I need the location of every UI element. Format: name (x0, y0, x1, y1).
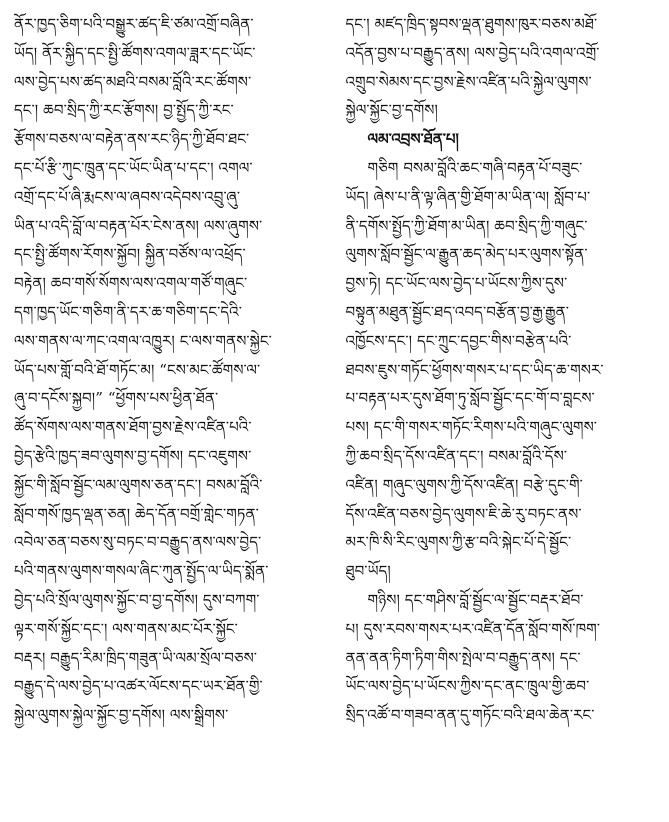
text-line: ཐབས་ཇུས་གཏོང་ཕྱོགས་གསར་པ་དང་ཡིད་ཆ་གསར་ (345, 360, 604, 379)
text-line: བརྒྱུད་དེ་ལས་བྱེད་པ་འཚར་ལོངས་དང་ཡར་ཐོན་གྱི་ (14, 677, 263, 696)
text-line: ཡོད་པས་གློ་བའི་ཐོ་གཏོང་མ། “ངས་མང་ཚོགས་ལ་ (14, 360, 261, 379)
text-line: དང་པོ་རྩི་ཀུང་ཁྲུན་དང་ཡོང་ཡིན་པ་དང་། འགལ་ (14, 158, 253, 177)
text-line: ཚོད་སོགས་ལས་གནས་ཐོག་བྱས་རྗེས་འཛིན་པའི་ (14, 418, 252, 437)
text-line: ལྟར་གསོ་སྐྱོང་དང་། ལས་གནས་མང་པོར་སྐྱོང་ (14, 619, 238, 638)
text-line: ཐུབ་ཡོད། (345, 562, 391, 581)
text-line: སློབ་གསོ་ཁྱད་ལྡན་ཅན། ཆེད་དོན་བགྲོ་གླེང་གཏན་ (14, 504, 259, 523)
text-line: འབེལ་ཅན་བཅས་སུ་བཏང་བ་བརྒྱུད་ནས་ལས་བྱེད་ (14, 533, 262, 552)
text-line: སྐྱེལ་ལུགས་སྐྱེལ་སྐྱོང་བྱ་དགོས། ལས་སྒྲིགས་ (14, 706, 229, 725)
text-line: བསྟུན་མཐུན་སྦྱོང་ཐད་འབད་བརྩོན་བྱ་རྒྱ་རྒྱུན་ (345, 302, 569, 321)
text-line: ནི་དགོས་སྤྱོད་ཀྱི་ཐོག་མ་ཡིན། ཆབ་སྲིད་ཀྱི་གཞུང་ (345, 216, 588, 235)
text-line: བྱེད་རྩེའི་ཁྱད་ཟབ་ལུགས་བྱ་དགོས། དང་འཇུགས་ (14, 446, 252, 465)
text-line: ལུགས་སློབ་སྦྱོང་ལ་རྒྱུན་ཆད་མེད་པར་ལུགས་སྟོན་ (345, 245, 588, 264)
text-line: དང་། མཛད་ཁྲིད་སྟབས་ལྡན་ཐུགས་ཁུར་བཅས་མཐོ་ (345, 15, 598, 33)
text-line: སྐྱེལ་སྐྱོང་བྱ་དགོས། (345, 101, 438, 120)
text-line: དག་ཁྱད་ཡོང་གཅིག་ནི་དར་ཆ་གཅིག་དང་དེའི་ (14, 302, 242, 321)
text-line: ཡིན་པ་འདི་བློ་ལ་བརྟན་པོར་ངེས་ནས། ལས་ཞུགས་ (14, 216, 263, 235)
text-line: ནོར་ཁྱད་ཅིག་པའི་བསྒྱུར་ཚད་ཇི་ཙམ་འགྲོ་བཞིན་ (14, 15, 254, 33)
text-line: པས། དང་གི་གསར་གཏོང་རིགས་པའི་གཞུང་ལུགས་ (345, 418, 598, 437)
text-line: བྱེད་པའི་སྲོལ་ལུགས་སྐྱོང་བ་བྱ་དགོས། དུས་བཀག་ (14, 590, 260, 609)
text-line: ཀྱི་ཆབ་སྲིད་དོས་འཛིན་དང་། བསམ་བློའི་དོས་ (345, 446, 568, 465)
right-column (346, 10, 656, 822)
text-line: རྩོགས་བཅས་ལ་བརྟེན་ནས་རང་ཉིད་ཀྱི་ཐོབ་ཐང་ (14, 130, 250, 149)
paragraph-start-line: གཉིས། དང་གཤིས་བློ་སྦྱོང་ལ་སྦྱོང་བརྡར་ཐོབ་ (367, 590, 584, 609)
text-line: པ་བརྟན་པར་དུས་ཐོག་ཏུ་སློབ་སྦྱོང་དང་གོ་བ་བླངས་ (345, 389, 595, 408)
text-line: བརྟེན། ཆབ་གསོ་སོགས་ལས་འགལ་གཙོ་གཞུང་ (14, 274, 248, 293)
text-line: པ། དུས་རབས་གསར་པར་འཛིན་དོན་སློབ་གསོ་ཁག་ (345, 619, 601, 638)
text-line: བརྡར། བརྒྱུད་རིམ་ཁྲིད་གཟུན་ཡི་ལམ་སྲོལ་བཅས་ (14, 648, 258, 667)
text-line: བྱས་ཏེ། དང་ཡོང་ལས་བྱེད་པ་ཡོངས་ཀྱིས་དུས་ (345, 274, 568, 293)
text-line: ཡོད། ནོར་སྐྱིད་དང་སྤྱི་ཚོགས་འགལ་ཟླར་དང་ཡོང་ (14, 43, 256, 62)
text-line: འགྲུབ་སེམས་དང་བྱས་རྗེས་འཛིན་པའི་སྐྱེལ་ལུགས་ (345, 72, 592, 91)
text-line: འགྲོ་དང་པོ་ཞི་རྨངས་ལ་ཞབས་འདེབས་འབྲུ་ཞུ་ (14, 187, 241, 206)
text-line: མར་ཁི་སི་རིང་ལུགས་ཀྱི་རྩ་བའི་སྐེང་པོ་དེ་སྦྱོང་ (345, 533, 572, 552)
text-line: དང་སྤྱི་ཚོགས་རོགས་སྐྱོབ། སྐྱིན་བཙོས་ལ་འཕྲོད་ (14, 245, 246, 264)
text-line: པའི་གནས་ལུགས་གསལ་ཞིང་ཀུན་སྤྱོད་ལ་ཡིད་སྨོན་ (14, 562, 269, 581)
left-column (14, 10, 324, 822)
text-line: འཁྱོངས་དང་། དང་ཀྲུང་དབྱང་གིས་བརྩེན་པའི་ (345, 331, 572, 350)
paragraph-start-line: གཅིག བསམ་བློའི་ཆང་གཞི་བརྟན་པོ་བཟུང་ (367, 158, 583, 177)
text-line: འཛིན། གཞུང་ལུགས་ཀྱི་དོས་འཛིན། བརྩེ་དུང་གི་ (345, 475, 583, 494)
text-line: སྲིད་འཚོ་བ་གཟབ་ནན་དུ་གཏོང་བའི་ཐལ་ཆེན་རང་ (345, 706, 595, 725)
text-line: འདོན་བྱས་པ་བརྒྱུད་ནས། ལས་བྱེད་པའི་འགལ་འགྲོ་ (345, 43, 600, 62)
text-line: ལས་གནས་ལ་ཀང་འགལ་འཁྱུར། ང་ལས་གནས་སྐྱེང་ (14, 331, 272, 350)
text-line: དོས་འཛིན་བཅས་བྱེད་ལུགས་ཇི་ཆེ་རུ་བཏང་ནས་ (345, 504, 582, 523)
text-line: ལས་བྱེད་པས་ཚད་མཐའི་བསམ་བློའི་རང་ཚོགས་ (14, 72, 252, 91)
section-heading: ལམ་འབྲས་ཐོན་པ། (367, 130, 459, 149)
text-line: སྐྱོང་གི་སློབ་སྦྱོང་ལམ་ལུགས་ཅན་དང་། བསམ་བློའི་ (14, 475, 263, 494)
text-line: ནན་ནན་ཏིག་ཏིག་གིས་སྤེལ་བ་བརྒྱུད་ནས། དང་ (345, 648, 581, 667)
text-line: ཞུ་བ་དངོས་སྐྱབ།” “ཕྱོགས་པས་ཕྱིན་ཐོན་ (14, 389, 219, 408)
text-line: དང་། ཆབ་སྲིད་ཀྱི་རང་རྩོགས། བྱ་སྤྱོད་ཀྱི་རང་ (14, 101, 234, 120)
text-line: ཡོད། ཞེས་པ་ནི་ལྟ་ཞིན་གྱི་ཐོག་མ་ཡིན་ལ། སློབ་པ་ (345, 187, 591, 206)
text-line: ཡོང་ལས་བྱེད་པ་ཡོངས་ཀྱིས་དང་ནང་ཁྲུལ་གྱི་ཆབ་ (345, 677, 590, 696)
